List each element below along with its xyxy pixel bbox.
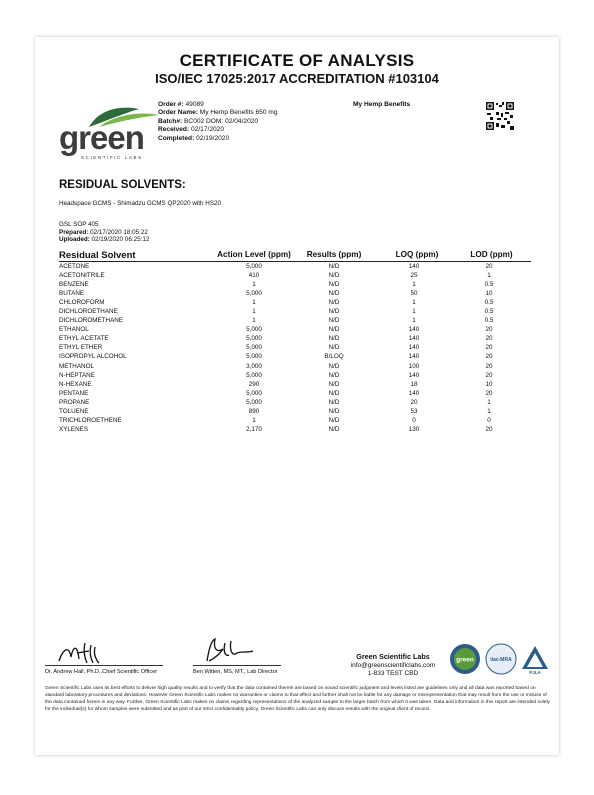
- completed-value: 02/19/2020: [196, 134, 230, 142]
- table-row: [59, 307, 531, 316]
- order-name-value: My Hemp Benefits 650 mg: [199, 109, 278, 117]
- action-level-cell: 5,000: [246, 371, 262, 379]
- table-row: [59, 280, 531, 289]
- order-name-label: Order Name:: [158, 109, 198, 117]
- solvent-name-cell: DICHLOROMETHANE: [59, 317, 124, 325]
- table-row: [59, 389, 531, 398]
- lod-cell: 20: [485, 353, 493, 361]
- solvent-name-cell: XYLENES: [59, 425, 89, 433]
- prepared-label: Prepared:: [59, 228, 89, 236]
- solvent-name-cell: ACETONITRILE: [59, 272, 105, 280]
- lod-cell: 0.5: [484, 299, 494, 307]
- lod-cell: 10: [485, 290, 493, 298]
- lod-cell: 1: [487, 398, 491, 406]
- disclaimer-text: Green Scientific Labs uses its best efforts to deliver high quality results and to verify that the data contained therein are based on sound scientific judgment and levels listed are guidelines only and all data was reported based on standard laboratory procedures and deviations. However Green Scientific Labs makes no warranties or claims to that effect and further shall not be liable for any damage or misrepresentation that may result from the use or misuse of the data contained herein in any way. Further, Green Scientific Labs makes no claims regarding representations of the analyzed sample to the larger batch from which it was taken. Data and information in this report are intended solely for the individual(s) for whom samples were submitted and as part of our strict confidentiality policy, Green Scientific Labs can only discuss results with the original client of record.: [45, 686, 551, 713]
- logo-tagline: SCIENTIFIC LABS: [81, 155, 143, 160]
- result-cell: N/D: [328, 272, 340, 280]
- action-level-cell: 5,000: [246, 398, 262, 406]
- table-row: [59, 343, 531, 352]
- lod-cell: 1: [487, 272, 491, 280]
- action-level-cell: 410: [248, 272, 260, 280]
- result-cell: N/D: [328, 335, 340, 343]
- table-row: [59, 380, 531, 389]
- table-body: [59, 262, 531, 434]
- lod-cell: 20: [485, 425, 493, 433]
- result-cell: N/D: [328, 371, 340, 379]
- lod-cell: 1: [487, 407, 491, 415]
- table-row: [59, 371, 531, 380]
- director-name: Ben Witten, MS, MT., Lab Director: [193, 669, 278, 675]
- lod-cell: 0.5: [484, 281, 494, 289]
- action-level-cell: 1: [252, 299, 256, 307]
- table-row: [59, 362, 531, 371]
- action-level-cell: 5,000: [246, 344, 262, 352]
- table-row: [59, 352, 531, 361]
- order-number-value: 49089: [185, 101, 204, 108]
- table-row: [59, 316, 531, 325]
- order-number-label: Order #:: [158, 101, 184, 108]
- qr-code-icon[interactable]: [485, 101, 515, 131]
- loq-cell: 18: [410, 380, 418, 388]
- header-solvent: Residual Solvent: [59, 250, 136, 261]
- action-level-cell: 290: [248, 380, 260, 388]
- result-cell: N/D: [328, 344, 340, 352]
- completed-label: Completed:: [158, 134, 195, 142]
- action-level-cell: 1: [252, 281, 256, 289]
- certificate-title: CERTIFICATE OF ANALYSIS: [179, 51, 415, 70]
- lod-cell: 20: [485, 344, 493, 352]
- loq-cell: 20: [410, 398, 418, 406]
- loq-cell: 100: [408, 362, 420, 370]
- action-level-cell: 5,000: [246, 263, 262, 270]
- loq-cell: 1: [412, 308, 416, 316]
- solvent-name-cell: PROPANE: [59, 398, 90, 406]
- green-seal-badge-icon: [449, 643, 481, 675]
- badge1-text: green: [456, 656, 474, 664]
- loq-cell: 1: [412, 317, 416, 325]
- table-row: [59, 262, 531, 271]
- solvent-name-cell: ETHYL ETHER: [59, 344, 103, 352]
- table-row: [59, 425, 531, 434]
- table-row: [59, 289, 531, 298]
- section-title: RESIDUAL SOLVENTS:: [59, 179, 186, 191]
- solvent-name-cell: N-HEPTANE: [59, 371, 95, 379]
- lod-cell: 20: [485, 389, 493, 397]
- action-level-cell: 5,000: [246, 389, 262, 397]
- lod-cell: 20: [485, 326, 493, 334]
- loq-cell: 0: [412, 416, 416, 424]
- solvent-name-cell: TOLUENE: [59, 407, 89, 415]
- result-cell: N/D: [328, 326, 340, 334]
- result-cell: N/D: [328, 290, 340, 298]
- loq-cell: 50: [410, 290, 418, 298]
- lab-email[interactable]: info@greenscientificlabs.com: [350, 662, 436, 669]
- lod-cell: 20: [485, 263, 493, 270]
- result-cell: N/D: [328, 362, 340, 370]
- prepared-value: 02/17/2020 18:05:22: [90, 228, 148, 236]
- action-level-cell: 890: [248, 407, 260, 415]
- solvent-name-cell: METHANOL: [59, 362, 94, 370]
- loq-cell: 140: [408, 263, 420, 270]
- lod-cell: 20: [485, 362, 493, 370]
- received-value: 02/17/2020: [191, 126, 225, 134]
- result-cell: N/D: [328, 263, 340, 270]
- order-details: [158, 101, 278, 143]
- lab-contact: [335, 653, 451, 678]
- solvent-name-cell: CHLOROFORM: [59, 299, 105, 307]
- table-row: [59, 325, 531, 334]
- lab-phone: 1-833 TEST CBD: [367, 670, 419, 677]
- solvent-name-cell: ACETONE: [59, 263, 90, 270]
- lod-cell: 20: [485, 335, 493, 343]
- logo-wordmark: green: [59, 119, 144, 156]
- result-cell: N/D: [328, 407, 340, 415]
- badge2-text: ilac-MRA: [490, 657, 512, 663]
- result-cell: N/D: [328, 389, 340, 397]
- ilac-mra-badge-icon: [485, 643, 517, 675]
- badge3-text: PJLA: [529, 670, 541, 675]
- action-level-cell: 1: [252, 308, 256, 316]
- received-label: Received:: [158, 126, 190, 134]
- loq-cell: 140: [408, 371, 420, 379]
- certificate-page: [35, 37, 559, 755]
- signature-officer-icon: [55, 637, 125, 667]
- solvent-name-cell: ETHYL ACETATE: [59, 335, 109, 343]
- table-row: [59, 407, 531, 416]
- loq-cell: 1: [412, 281, 416, 289]
- result-cell: N/D: [328, 317, 340, 325]
- result-cell: N/D: [328, 380, 340, 388]
- signature-director-icon: [203, 635, 258, 665]
- sop-info: [59, 221, 149, 244]
- solvent-name-cell: DICHLOROETHANE: [59, 308, 118, 316]
- signature-line-officer: [45, 665, 163, 666]
- solvent-name-cell: BUTANE: [59, 290, 85, 298]
- client-name: My Hemp Benefits: [353, 101, 411, 108]
- action-level-cell: 2,170: [246, 425, 262, 433]
- loq-cell: 140: [408, 326, 420, 334]
- table-row: [59, 334, 531, 343]
- action-level-cell: 5,000: [246, 290, 262, 298]
- sop-line: GSL SOP 405: [59, 221, 99, 228]
- uploaded-label: Uploaded:: [59, 236, 90, 244]
- lod-cell: 20: [485, 371, 493, 379]
- solvent-name-cell: N-HEXANE: [59, 380, 92, 388]
- green-labs-logo: [59, 103, 169, 163]
- uploaded-value: 02/19/2020 06:25:12: [91, 236, 150, 244]
- loq-cell: 53: [410, 407, 418, 415]
- lod-cell: 10: [485, 380, 493, 388]
- solvent-name-cell: BENZENE: [59, 281, 89, 289]
- action-level-cell: 5,000: [246, 335, 262, 343]
- loq-cell: 25: [410, 272, 418, 280]
- result-cell: N/D: [328, 425, 340, 433]
- lab-name: Green Scientific Labs: [356, 652, 430, 661]
- table-row: [59, 398, 531, 407]
- solvent-name-cell: TRICHLOROETHENE: [59, 416, 122, 424]
- result-cell: N/D: [328, 281, 340, 289]
- result-cell: N/D: [328, 416, 340, 424]
- action-level-cell: 1: [252, 416, 256, 424]
- lod-cell: 0.5: [484, 317, 494, 325]
- action-level-cell: 1: [252, 317, 256, 325]
- result-cell: N/D: [328, 398, 340, 406]
- loq-cell: 130: [408, 425, 420, 433]
- table-row: [59, 271, 531, 280]
- solvent-name-cell: ISOPROPYL ALCOHOL: [59, 353, 127, 361]
- header-lod: LOD (ppm): [470, 250, 513, 259]
- header-results: Results (ppm): [306, 250, 362, 259]
- result-cell: B/LOQ: [324, 353, 344, 361]
- table-row: [59, 416, 531, 425]
- signature-line-director: [193, 665, 281, 666]
- loq-cell: 1: [412, 299, 416, 307]
- residual-solvents-table: [59, 250, 531, 434]
- table-row: [59, 298, 531, 307]
- header-loq: LOQ (ppm): [395, 250, 439, 259]
- loq-cell: 140: [408, 344, 420, 352]
- lod-cell: 0: [487, 416, 491, 424]
- loq-cell: 140: [408, 389, 420, 397]
- loq-cell: 140: [408, 353, 420, 361]
- result-cell: N/D: [328, 308, 340, 316]
- test-method: Headspace GCMS - Shimadzu GCMS QP2020 with HS20: [59, 200, 222, 207]
- table-header: [59, 250, 531, 262]
- solvent-name-cell: PENTANE: [59, 389, 89, 397]
- accreditation-subtitle: ISO/IEC 17025:2017 ACCREDITATION #103104: [155, 71, 439, 86]
- solvent-name-cell: ETHANOL: [59, 326, 89, 334]
- pjla-badge-icon: [519, 643, 551, 675]
- officer-name: Dr. Andrew Hall, Ph.D.,Chief Scientific Officer: [45, 669, 158, 675]
- lod-cell: 0.5: [484, 308, 494, 316]
- batch-value: BC002 DOM: 02/04/2020: [184, 117, 259, 125]
- action-level-cell: 3,000: [246, 362, 262, 370]
- action-level-cell: 5,000: [246, 353, 262, 361]
- header-action-level: Action Level (ppm): [217, 250, 291, 259]
- loq-cell: 140: [408, 335, 420, 343]
- result-cell: N/D: [328, 299, 340, 307]
- batch-label: Batch#:: [158, 117, 183, 125]
- action-level-cell: 5,000: [246, 326, 262, 334]
